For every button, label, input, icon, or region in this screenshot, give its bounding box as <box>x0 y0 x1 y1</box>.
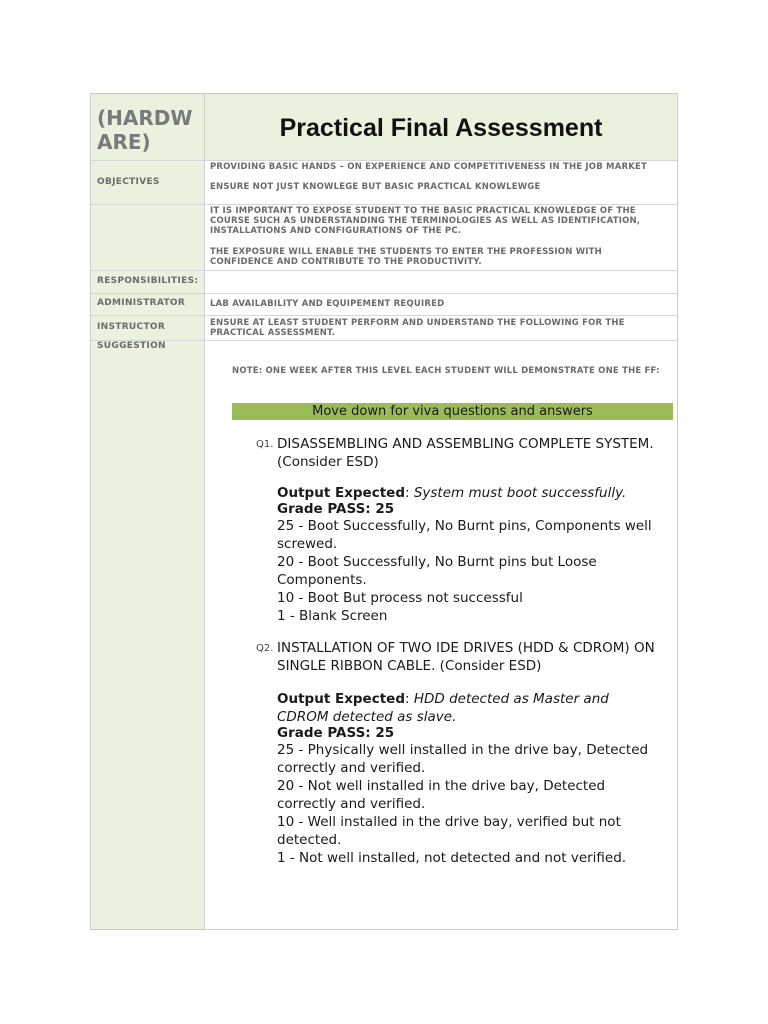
administrator-content <box>205 294 677 315</box>
output-label: Output Expected <box>277 691 405 707</box>
question-details <box>277 484 677 625</box>
question-number: Q1. <box>256 439 274 450</box>
question-title-line-2: (Consider ESD) <box>277 454 379 470</box>
grade-line: 1 - Not well installed, not detected and not verified. <box>277 850 627 866</box>
objective-line-2: ENSURE NOT JUST KNOWLEGE BUT BASIC PRACTICAL KNOWLEWGE <box>210 182 541 192</box>
grade-pass: Grade PASS: 25 <box>277 501 395 517</box>
grade-line: screwed. <box>277 536 338 552</box>
question-title <box>277 435 677 471</box>
hardware-label: (HARDWARE) <box>97 106 193 154</box>
output-text-line-2: CDROM detected as slave. <box>277 709 457 725</box>
viva-banner: Move down for viva questions and answers <box>232 403 673 420</box>
header-row <box>91 94 677 161</box>
objectives-left-cell <box>91 161 205 204</box>
purpose-paragraph-1: IT IS IMPORTANT TO EXPOSE STUDENT TO THE BASIC PRACTICAL KNOWLEDGE OF THE COURSE SUCH AS UNDERSTANDING THE TERMINOLOGIES AS WELL AS IDENTIFICATION, INSTALLATIONS AND CONFIGURATIONS OF THE PC. <box>210 206 641 236</box>
page-title: Practical Final Assessment <box>279 114 603 142</box>
administrator-text: LAB AVAILABILITY AND EQUIPEMENT REQUIRED <box>210 299 445 309</box>
grade-line: correctly and verified. <box>277 796 426 812</box>
objectives-row <box>91 161 677 205</box>
instructor-label: INSTRUCTOR <box>97 322 166 332</box>
grade-line: correctly and verified. <box>277 760 426 776</box>
objective-line-1: PROVIDING BASIC HANDS – ON EXPERIENCE AND COMPETITIVENESS IN THE JOB MARKET <box>210 162 648 172</box>
purpose-paragraph-2: THE EXPOSURE WILL ENABLE THE STUDENTS TO ENTER THE PROFESSION WITH CONFIDENCE AND CONTRIBUTE TO THE PRODUCTIVITY. <box>210 247 602 267</box>
question-title-line-2: SINGLE RIBBON CABLE. (Consider ESD) <box>277 658 542 674</box>
administrator-row <box>91 294 677 316</box>
purpose-left-cell <box>91 205 205 270</box>
instructor-text: ENSURE AT LEAST STUDENT PERFORM AND UNDERSTAND THE FOLLOWING FOR THE PRACTICAL ASSESSMENT. <box>210 318 625 338</box>
responsibilities-left-cell <box>91 271 205 293</box>
grade-line: 10 - Well installed in the drive bay, verified but not <box>277 814 621 830</box>
objectives-label: OBJECTIVES <box>97 177 160 187</box>
grade-line: Components. <box>277 572 367 588</box>
header-left-cell <box>91 94 205 160</box>
grade-line: 10 - Boot But process not successful <box>277 590 523 606</box>
purpose-content <box>205 205 677 270</box>
output-colon: : <box>405 485 414 501</box>
responsibilities-content <box>205 271 677 293</box>
question-title-line-1: INSTALLATION OF TWO IDE DRIVES (HDD & CDROM) ON <box>277 640 655 656</box>
administrator-label: ADMINISTRATOR <box>97 298 186 308</box>
output-text: System must boot successfully. <box>413 485 627 501</box>
output-expected <box>277 484 677 502</box>
suggestion-left-cell <box>91 341 205 929</box>
output-expected <box>277 690 677 708</box>
question-details <box>277 690 677 867</box>
question-title-line-1: DISASSEMBLING AND ASSEMBLING COMPLETE SYSTEM. <box>277 436 654 452</box>
objectives-content <box>205 161 677 204</box>
instructor-row <box>91 316 677 341</box>
grade-line: detected. <box>277 832 342 848</box>
grade-line: 25 - Physically well installed in the drive bay, Detected <box>277 742 649 758</box>
output-label: Output Expected <box>277 485 405 501</box>
grade-line: 25 - Boot Successfully, No Burnt pins, Components well <box>277 518 652 534</box>
output-text: HDD detected as Master and <box>413 691 609 707</box>
responsibilities-row <box>91 271 677 294</box>
instructor-left-cell <box>91 316 205 340</box>
administrator-left-cell <box>91 294 205 315</box>
instructor-content <box>205 316 677 340</box>
suggestion-note: NOTE: ONE WEEK AFTER THIS LEVEL EACH STUDENT WILL DEMONSTRATE ONE THE FF: <box>232 366 660 376</box>
header-title-cell <box>205 94 677 160</box>
question-title <box>277 639 677 675</box>
assessment-document <box>90 93 678 930</box>
responsibilities-label: RESPONSIBILITIES: <box>97 276 199 286</box>
output-colon: : <box>405 691 414 707</box>
grade-line: 20 - Not well installed in the drive bay, Detected <box>277 778 606 794</box>
purpose-row <box>91 205 677 271</box>
grade-line: 20 - Boot Successfully, No Burnt pins but Loose <box>277 554 597 570</box>
grade-pass: Grade PASS: 25 <box>277 725 395 741</box>
question-number: Q2. <box>256 643 274 654</box>
suggestion-label: SUGGESTION <box>97 341 166 351</box>
grade-line: 1 - Blank Screen <box>277 608 388 624</box>
